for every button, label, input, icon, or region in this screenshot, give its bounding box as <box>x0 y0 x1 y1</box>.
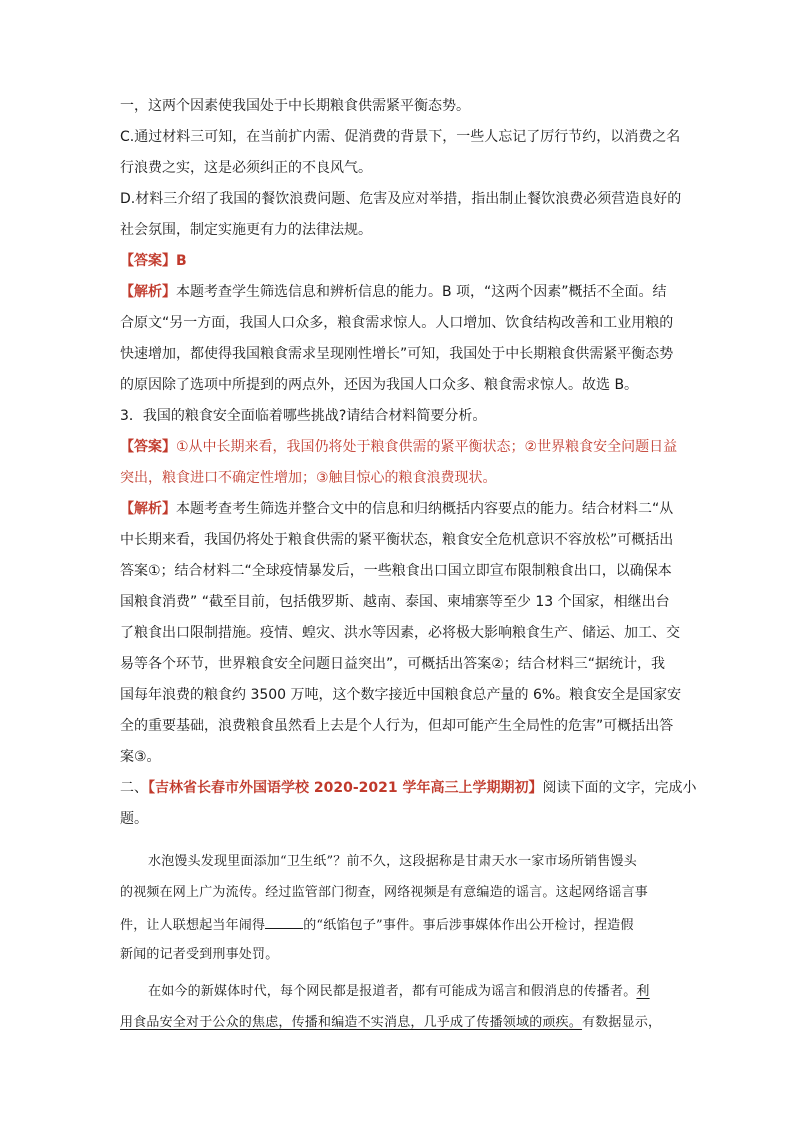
passage-text: 的“纸馅包子”事件。事后涉事媒体作出公开检讨，捏造假 <box>303 918 634 933</box>
text-line: 行浪费之实，这是必须纠正的不良风气。 <box>120 160 372 176</box>
option-d: D.材料三介绍了我国的餐饮浪费问题、危害及应对举措，指出制止餐饮浪费必须营造良好的 <box>120 191 682 207</box>
question-3: 3．我国的粮食安全面临着哪些挑战?请结合材料简要分析。 <box>120 408 487 424</box>
analysis-tag: 【解析】 <box>120 284 176 300</box>
analysis-text: 本题考查考生筛选并整合文中的信息和归纳概括内容要点的能力。结合材料二“从 <box>176 501 674 517</box>
passage-text: 在如今的新媒体时代，每个网民都是报道者，都有可能成为谣言和假消息的传播者。 <box>148 984 637 999</box>
passage-line <box>120 1013 676 1044</box>
passage-line <box>120 914 676 945</box>
passage-line <box>120 982 676 1013</box>
section-source: 【吉林省长春市外国语学校 2020-2021 学年高三上学期期初】 <box>148 780 543 796</box>
passage-line: 新闻的记者受到刑事处罚。 <box>120 947 279 962</box>
passage-line: 水泡馒头发现里面添加“卫生纸”？前不久，这段据称是甘肃天水一家市场所销售馒头 <box>148 854 637 869</box>
answer-value: B <box>176 253 187 269</box>
document-page <box>120 96 697 1044</box>
text-line: 答案①；结合材料二“全球疫情暴发后，一些粮食出口国立即宣布限制粮食出口，以确保本 <box>120 563 672 579</box>
text-line: 中长期来看，我国仍将处于粮食供需的紧平衡状态，粮食安全危机意识不容放松”可概括出 <box>120 532 674 548</box>
answer-2 <box>120 437 676 468</box>
underlined-text: 利 <box>636 984 650 999</box>
answer-tag: 【答案】 <box>120 253 176 269</box>
answer-text: 突出，粮食进口不确定性增加；③触目惊心的粮食浪费现状。 <box>120 470 497 486</box>
passage-line: 的视频在网上广为流传。经过监管部门彻查，网络视频是有意编造的谣言。这起网络谣言事 <box>120 885 649 900</box>
analysis-tag: 【解析】 <box>120 501 176 517</box>
text-line: 社会氛围，制定实施更有力的法律法规。 <box>120 222 372 238</box>
passage-text: 件，让人联想起当年闹得 <box>120 918 266 933</box>
analysis-2 <box>120 499 676 530</box>
text-line: 易等各个环节，世界粮食安全问题日益突出”，可概括出答案②；结合材料三“据统计，我 <box>120 656 666 672</box>
answer-1 <box>120 251 676 282</box>
text-line: 了粮食出口限制措施。疫情、蝗灾、洪水等因素，必将极大影响粮食生产、储运、加工、交 <box>120 625 680 641</box>
analysis-1 <box>120 282 676 313</box>
section-2-heading <box>120 778 697 809</box>
section-number: 二、 <box>120 780 148 796</box>
option-c: C.通过材料三可知，在当前扩内需、促消费的背景下，一些人忘记了厉行节约，以消费之名 <box>120 129 681 145</box>
text-line: 一，这两个因素使我国处于中长期粮食供需紧平衡态势。 <box>120 98 470 114</box>
answer-tag: 【答案】 <box>120 439 176 455</box>
text-line: 快速增加，都使得我国粮食需求呈现刚性增长”可知，我国处于中长期粮食供需紧平衡态势 <box>120 346 674 362</box>
section-instruction: 阅读下面的文字，完成小 <box>542 780 697 796</box>
answer-text: ①从中长期来看，我国仍将处于粮食供需的紧平衡状态；②世界粮食安全问题日益 <box>176 439 678 455</box>
text-line: 案③。 <box>120 749 161 765</box>
text-line: 题。 <box>120 811 148 827</box>
passage-text: 有数据显示， <box>582 1015 662 1030</box>
text-line: 合原文“另一方面，我国人口众多，粮食需求惊人。人口增加、饮食结构改善和工业用粮的 <box>120 315 674 331</box>
text-line: 的原因除了选项中所提到的两点外，还因为我国人口众多、粮食需求惊人。故选 B。 <box>120 377 639 393</box>
analysis-text: 本题考查学生筛选信息和辨析信息的能力。B 项，“这两个因素”概括不全面。结 <box>176 284 667 300</box>
underlined-text: 用食品安全对于公众的焦虑，传播和编造不实消息，几乎成了传播领域的顽疾。 <box>120 1015 583 1030</box>
text-line: 全的重要基础，浪费粮食虽然看上去是个人行为，但却可能产生全局性的危害”可概括出答 <box>120 718 674 734</box>
text-line: 国粮食消费” “截至目前，包括俄罗斯、越南、泰国、柬埔寨等至少 13 个国家，相继出台 <box>120 594 670 610</box>
fill-in-blank <box>265 914 303 929</box>
text-line: 国每年浪费的粮食约 3500 万吨，这个数字接近中国粮食总产量的 6%。粮食安全是国家安 <box>120 687 682 703</box>
